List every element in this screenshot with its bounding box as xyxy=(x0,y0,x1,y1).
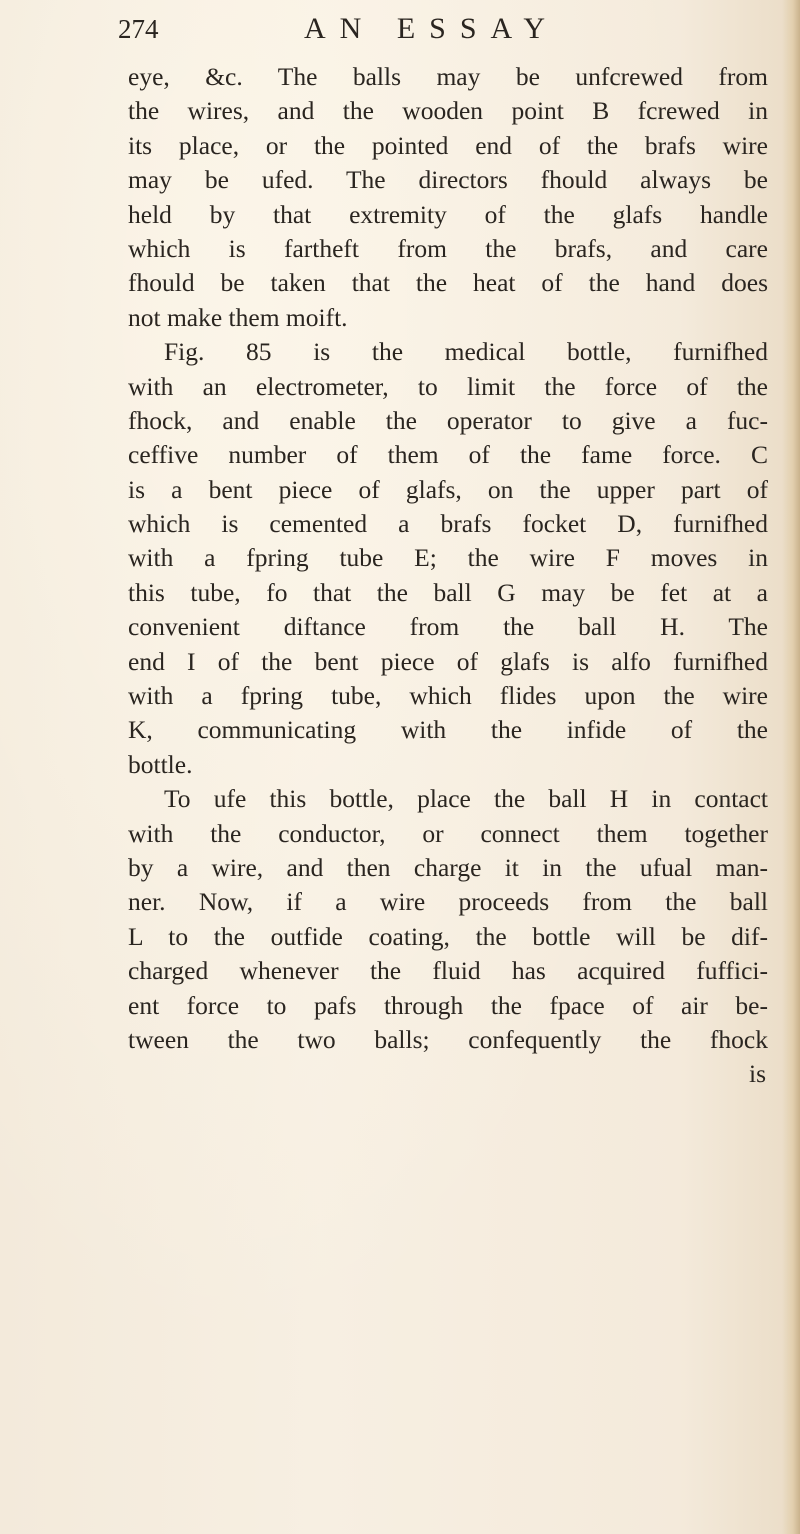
text-line: bottle. xyxy=(128,749,193,779)
text-line: ceffive number of them of the fame force. C xyxy=(128,440,768,470)
text-line: convenient diftance from the ball H. The xyxy=(128,612,768,642)
text-line: which is fartheft from the brafs, and care xyxy=(128,233,768,263)
page-number: 274 xyxy=(118,14,159,44)
page-header xyxy=(118,12,758,52)
text-line: with the conductor, or connect them together xyxy=(128,818,768,848)
text-line: with a fpring tube, which flides upon the wire xyxy=(128,681,768,711)
text-line: may be ufed. The directors fhould always be xyxy=(128,165,768,195)
text-line: by a wire, and then charge it in the ufual man- xyxy=(128,852,768,882)
text-line: eye, &c. The balls may be unfcrewed from xyxy=(128,62,768,91)
text-line: ent force to pafs through the fpace of air be- xyxy=(128,990,768,1020)
text-line: ner. Now, if a wire proceeds from the ball xyxy=(128,887,768,917)
text-line: L to the outfide coating, the bottle will be dif- xyxy=(128,921,768,951)
text-line: K, communicating with the infide of the xyxy=(128,715,768,745)
page-edge xyxy=(782,0,800,1534)
text-line: its place, or the pointed end of the brafs wire xyxy=(128,130,768,160)
text-line: To ufe this bottle, place the ball H in contact xyxy=(164,784,768,814)
text-line: end I of the bent piece of glafs is alfo furnifhed xyxy=(128,646,768,676)
text-line: Fig. 85 is the medical bottle, furnifhed xyxy=(164,337,768,367)
text-line: fhock, and enable the operator to give a fuc- xyxy=(128,405,768,435)
text-line: with a fpring tube E; the wire F moves in xyxy=(128,543,768,573)
text-line: which is cemented a brafs focket D, furnifhed xyxy=(128,509,768,539)
text-line: fhould be taken that the heat of the hand does xyxy=(128,268,768,298)
text-line: the wires, and the wooden point B fcrewed in xyxy=(128,96,768,126)
catchword: is xyxy=(748,1059,766,1089)
text-line: with an electrometer, to limit the force of the xyxy=(128,371,768,401)
running-head: AN ESSAY xyxy=(304,12,560,45)
text-line: charged whenever the fluid has acquired fuffici- xyxy=(128,956,768,986)
text-line: held by that extremity of the glafs handle xyxy=(128,199,768,229)
text-line: not make them moift. xyxy=(128,302,348,332)
text-line: is a bent piece of glafs, on the upper part of xyxy=(128,474,768,504)
text-line: tween the two balls; confequently the fhock xyxy=(128,1024,768,1054)
body-text xyxy=(128,60,768,1092)
text-line: this tube, fo that the ball G may be fet at a xyxy=(128,577,768,607)
